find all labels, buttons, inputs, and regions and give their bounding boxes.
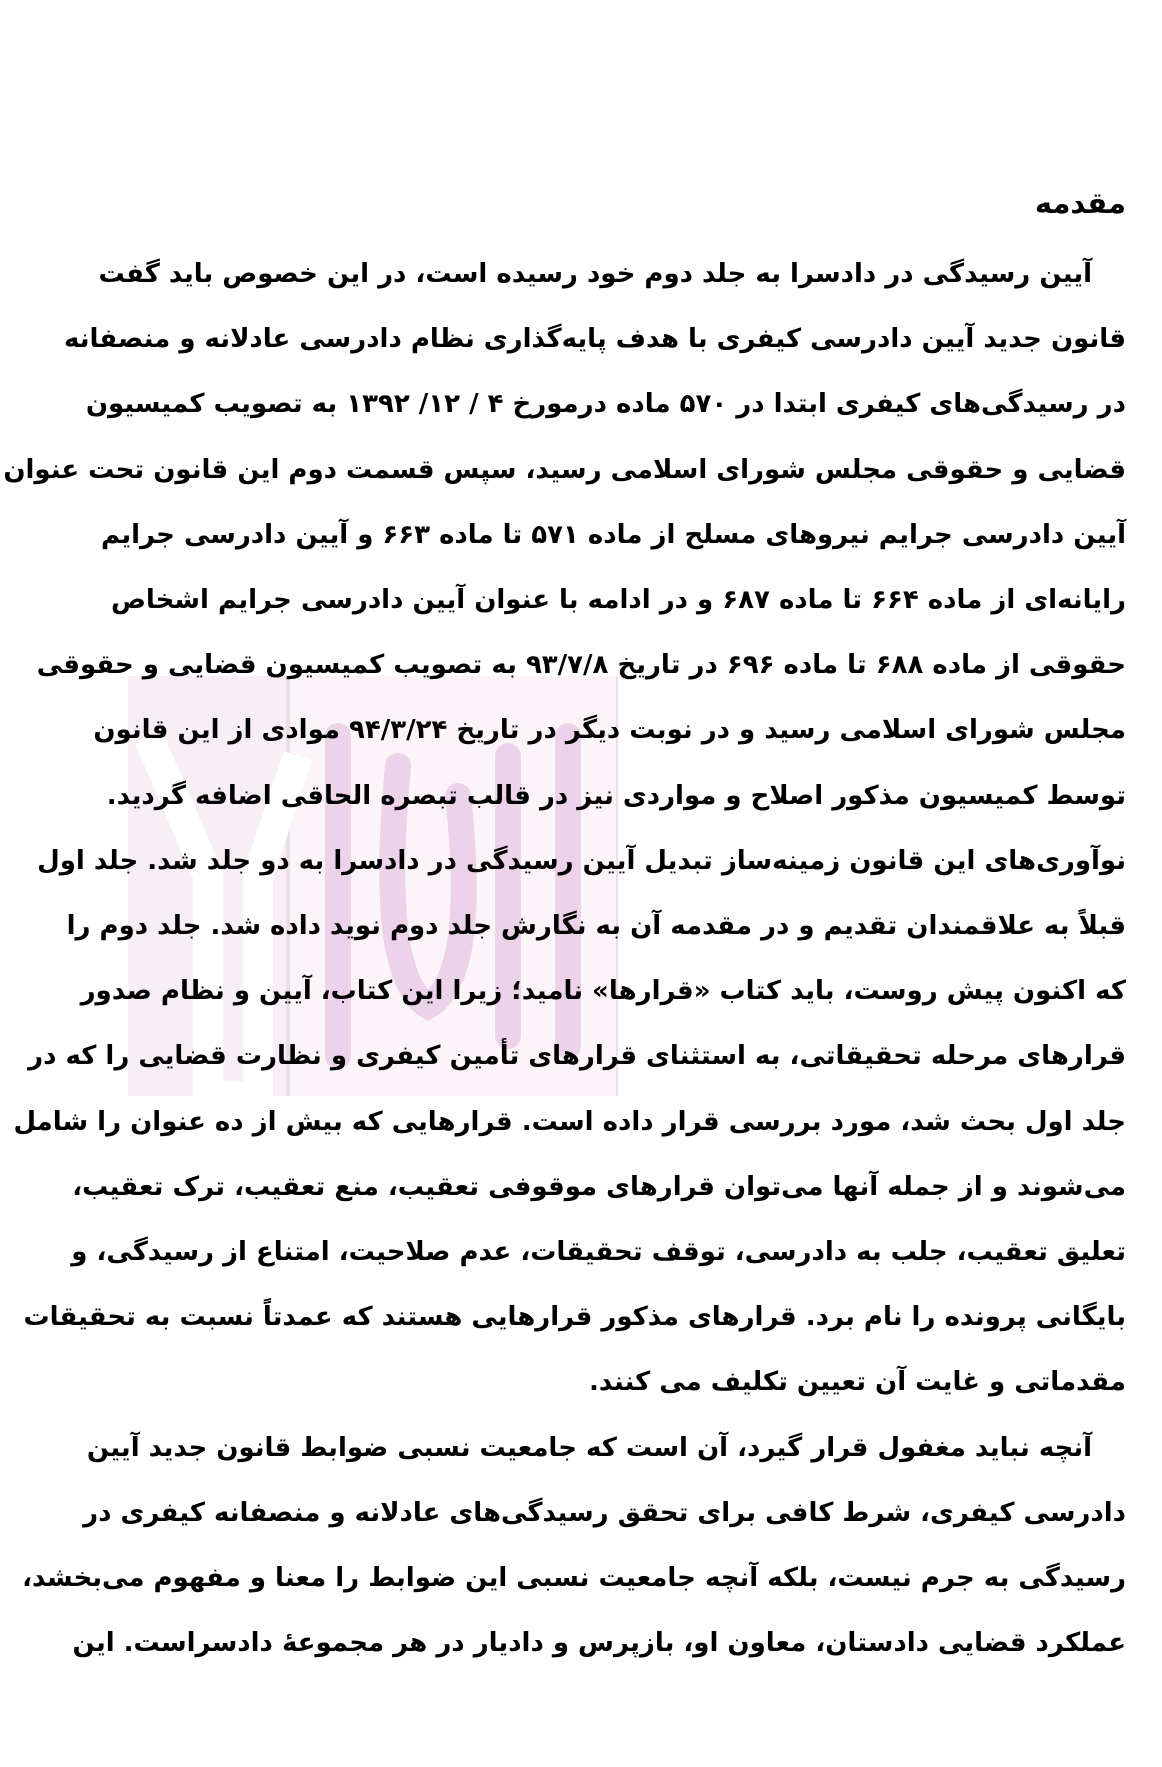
text-line: رسیدگی به جرم نیست، بلکه آنچه جامعیت نسبی این ضوابط را معنا و مفهوم می‌بخشد، [22, 1563, 1126, 1593]
text-line: جلد اول بحث شد، مورد بررسی قرار داده است. قرارهایی که بیش از ده عنوان را شامل [13, 1106, 1126, 1137]
text-line: قضایی و حقوقی مجلس شورای اسلامی رسید، سپس قسمت دوم این قانون تحت عنوان [3, 454, 1126, 485]
text-line: آنچه نباید مغفول قرار گیرد، آن است که جامعیت نسبی ضوابط قانون جدید آیین [86, 1432, 1092, 1463]
text-line: آیین دادرسی جرایم نیروهای مسلح از ماده ۵۷۱ تا ماده ۶۶۳ و آیین دادرسی جرایم [100, 519, 1126, 550]
text-line: رایانه‌ای از ماده ۶۶۴ تا ماده ۶۸۷ و در ادامه با عنوان آیین دادرسی جرایم اشخاص [110, 585, 1126, 615]
text-line: دادرسی کیفری، شرط کافی برای تحقق رسیدگی‌های عادلانه و منصفانه کیفری در [83, 1497, 1126, 1528]
text-line: نوآوری‌های این قانون زمینه‌ساز تبدیل آیین رسیدگی در دادسرا به دو جلد شد. جلد اول [37, 845, 1126, 876]
text-line: قبلاً به علاقمندان تقدیم و در مقدمه آن به نگارش جلد دوم نوید داده شد. جلد دوم را [66, 911, 1126, 941]
text-line: توسط کمیسیون مذکور اصلاح و مواردی نیز در قالب تبصره الحاقی اضافه گردید. [106, 780, 1126, 811]
text-line: تعلیق تعقیب، جلب به دادرسی، توقف تحقیقات، عدم صلاحیت، امتناع از رسیدگی، و [71, 1237, 1126, 1267]
text-line: مجلس شورای اسلامی رسید و در نوبت دیگر در تاریخ ۹۴/۳/۲۴ موادی از این قانون [93, 715, 1126, 746]
text-line: حقوقی از ماده ۶۸۸ تا ماده ۶۹۶ در تاریخ ۹۳/۷/۸ به تصویب کمیسیون قضایی و حقوقی [36, 650, 1126, 681]
text-line: آیین رسیدگی در دادسرا به جلد دوم خود رسیده است، در این خصوص باید گفت [98, 259, 1092, 289]
text-line: می‌شوند و از جمله آنها می‌توان قرارهای موقوفی تعقیب، منع تعقیب، ترک تعقیب، [72, 1171, 1126, 1202]
text-line: قرارهای مرحله تحقیقاتی، به استثنای قرارهای تأمین کیفری و نظارت قضایی را که در [28, 1041, 1126, 1072]
text-line: مقدماتی و غایت آن تعیین تکلیف می کنند. [589, 1367, 1126, 1398]
section-heading: مقدمه [1034, 186, 1126, 220]
text-line: قانون جدید آیین دادرسی کیفری با هدف پایه‌گذاری نظام دادرسی عادلانه و منصفانه [63, 324, 1126, 355]
text-line: بایگانی پرونده را نام برد. قرارهای مذکور قرارهایی هستند که عمدتاً نسبت به تحقیقات [23, 1302, 1126, 1333]
text-line: عملکرد قضایی دادستان، معاون او، بازپرس و دادیار در هر مجموعهٔ دادسراست. این [72, 1628, 1126, 1659]
text-line: در رسیدگی‌های کیفری ابتدا در ۵۷۰ ماده درمورخ ۴ / ۱۲/ ۱۳۹۲ به تصویب کمیسیون [85, 389, 1126, 420]
text-line: که اکنون پیش روست، باید کتاب «قرارها» نامید؛ زیرا این کتاب، آیین و نظام صدور [80, 976, 1126, 1007]
